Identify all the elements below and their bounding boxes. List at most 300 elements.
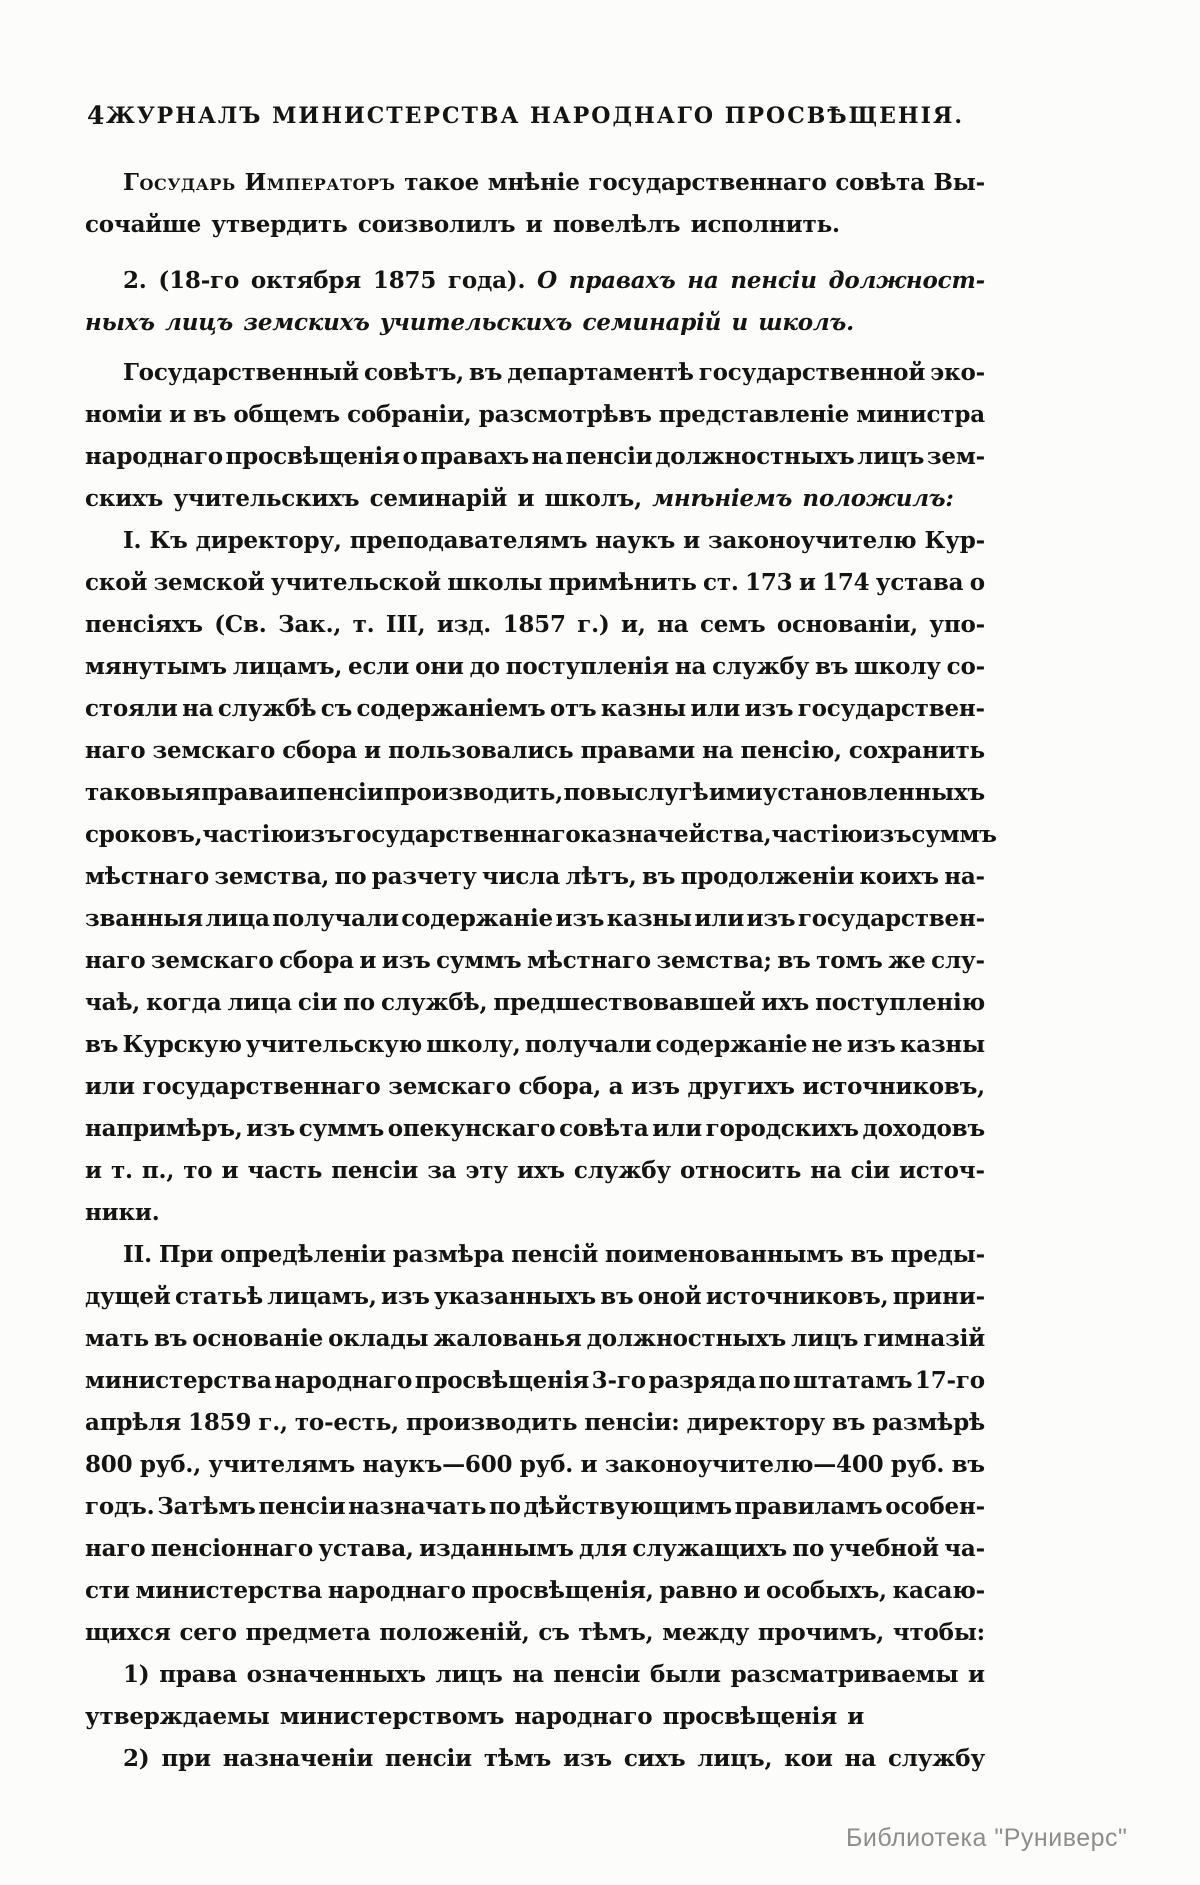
text-line	[85, 940, 985, 982]
word: департаментѣ	[507, 359, 694, 386]
word: производить	[405, 1409, 578, 1436]
word: народнаго	[85, 443, 223, 470]
word: ской	[85, 569, 148, 596]
word: семъ	[699, 611, 766, 638]
word: по	[792, 1535, 825, 1562]
word: разсмотрѣвъ	[478, 401, 652, 428]
word: государственнаго	[588, 169, 827, 196]
word: оной	[637, 1283, 702, 1310]
word: получали	[272, 905, 399, 932]
word: установленныхъ	[762, 779, 985, 806]
word: казначейства,	[580, 821, 772, 848]
word: годъ.	[85, 1493, 155, 1520]
word: статьѣ	[174, 1283, 263, 1310]
word: штатамъ	[793, 1367, 913, 1394]
word: и	[85, 1157, 102, 1184]
word: руб.,	[139, 1451, 202, 1478]
text-line	[85, 1738, 985, 1780]
text-line	[85, 1066, 985, 1108]
word: дущей	[85, 1283, 171, 1310]
text-line	[85, 204, 985, 246]
word: пенсіи:	[584, 1409, 680, 1436]
word: министерства	[85, 1367, 272, 1394]
word: въ	[951, 1451, 985, 1478]
word: устава,	[318, 1535, 414, 1562]
word: прочимъ,	[757, 1619, 885, 1646]
word: директору,	[195, 527, 342, 554]
word: пенсіи	[565, 443, 653, 470]
word: коихъ	[859, 863, 939, 890]
word: на	[657, 611, 689, 638]
word: законоучителю—400	[604, 1451, 884, 1478]
word: ихъ	[516, 1157, 565, 1184]
word: т.	[352, 611, 375, 638]
item-2	[85, 1738, 985, 1780]
word: пенсіоннаго	[150, 1535, 313, 1562]
text-segment: ныхъ лицъ земскихъ учительскихъ семинарій и школъ.	[85, 309, 854, 336]
word: изъ	[246, 1115, 296, 1142]
word: сбора	[282, 737, 357, 764]
word: 173	[745, 569, 793, 596]
word: чаѣ,	[85, 989, 141, 1016]
word: пенсіи	[553, 1661, 641, 1688]
word: 1857	[502, 611, 566, 638]
word: пенсіяхъ	[85, 611, 203, 638]
word: или	[694, 905, 745, 932]
word: земскаго	[152, 737, 276, 764]
word: сбора,	[518, 1073, 602, 1100]
word: О	[537, 267, 557, 294]
word: на-	[944, 863, 985, 890]
word: на	[674, 653, 707, 680]
word: а	[608, 1073, 624, 1100]
word: суммъ	[911, 821, 997, 848]
word: 1859	[188, 1409, 252, 1436]
word: пенсіи	[258, 1493, 346, 1520]
word: изъ	[563, 1745, 612, 1772]
word: должностныхъ	[586, 1325, 787, 1352]
word: устава	[875, 569, 964, 596]
item-1	[85, 1654, 985, 1738]
word: съ	[320, 695, 353, 722]
word: получали	[524, 1031, 652, 1058]
text-line	[85, 982, 985, 1024]
word: таковыя	[85, 779, 201, 806]
word: правахъ	[420, 443, 529, 470]
word: Императоръ	[244, 169, 396, 196]
word: т.	[110, 1157, 133, 1184]
text-line	[85, 436, 985, 478]
word: Курскую	[122, 1031, 242, 1058]
word: разряда	[648, 1367, 757, 1394]
word: изд.	[436, 611, 492, 638]
word: гимназій	[863, 1325, 985, 1352]
word: права	[201, 779, 279, 806]
word: и	[279, 779, 297, 806]
word: сихъ	[623, 1745, 686, 1772]
word: мать	[85, 1325, 149, 1352]
word: зем-	[926, 443, 985, 470]
word: законоучителю	[708, 527, 917, 554]
word: томъ	[816, 947, 883, 974]
word: изъ	[380, 1283, 430, 1310]
word: ст.	[703, 569, 739, 596]
word: пенсіи	[730, 267, 817, 294]
imperial-confirmation	[85, 162, 985, 246]
word: частію	[202, 821, 294, 848]
word: 17-го	[914, 1367, 985, 1394]
word: государственнаго	[142, 1073, 381, 1100]
word: должностныхъ	[655, 443, 855, 470]
page-number: 4	[87, 101, 105, 130]
word: учительской	[270, 569, 441, 596]
word: для	[579, 1535, 627, 1562]
word: пенсіи	[385, 1745, 472, 1772]
word: изъ	[746, 905, 796, 932]
word: за	[427, 1157, 457, 1184]
word: опредѣленіи	[220, 1241, 386, 1268]
word: указанныхъ	[434, 1283, 596, 1310]
word: щихся	[85, 1619, 171, 1646]
word: должност-	[828, 267, 985, 294]
word: лица	[205, 905, 270, 932]
word: руб.	[519, 1451, 574, 1478]
page-header	[85, 100, 985, 132]
word: и	[580, 1451, 598, 1478]
word: напримѣръ,	[85, 1115, 243, 1142]
word: руб.	[890, 1451, 945, 1478]
text-segment: мнѣніемъ положилъ:	[652, 485, 954, 512]
word: лицъ	[791, 1325, 859, 1352]
word: суммъ	[436, 947, 522, 974]
word: по	[343, 989, 375, 1016]
word: съ	[538, 1619, 570, 1646]
word: источниковъ,	[705, 1283, 889, 1310]
word: сроковъ,	[85, 821, 203, 848]
word: частію	[771, 821, 863, 848]
word: источниковъ,	[802, 1073, 985, 1100]
text-line	[85, 520, 985, 562]
word: земскаго	[150, 947, 274, 974]
word: званныя	[85, 905, 203, 932]
word: сего	[179, 1619, 237, 1646]
word: преподавателямъ	[349, 527, 588, 554]
text-line	[85, 1024, 985, 1066]
word: народнаго	[327, 1577, 466, 1604]
word: содержаніе	[655, 1031, 808, 1058]
word: то	[183, 1157, 213, 1184]
word: или	[652, 1115, 702, 1142]
word: министра	[856, 401, 985, 428]
word: то-есть,	[294, 1409, 399, 1436]
word: лицамъ,	[267, 1283, 377, 1310]
text-line	[85, 814, 997, 856]
word: опекунскаго	[387, 1115, 556, 1142]
journal-title: ЖУРНАЛЪ МИНИСТЕРСТВА НАРОДНАГО ПРОСВѢЩЕНІЯ.	[105, 103, 965, 129]
word: когда	[146, 989, 222, 1016]
word: школу	[854, 653, 941, 680]
word: тѣмъ	[483, 1745, 552, 1772]
word: часть	[247, 1157, 323, 1184]
word: школы	[447, 569, 543, 596]
word: касаю-	[892, 1577, 985, 1604]
word: производить,	[383, 779, 564, 806]
word: суммъ	[298, 1115, 385, 1142]
word: учительскую	[245, 1031, 422, 1058]
text-line	[85, 1234, 985, 1276]
word: г.,	[258, 1409, 288, 1436]
word: другихъ	[687, 1073, 795, 1100]
word: 2.	[123, 267, 147, 294]
word: служащихъ	[632, 1535, 787, 1562]
word: права	[159, 1661, 237, 1688]
text-line	[85, 1192, 985, 1234]
word: просвѣщенія	[414, 1367, 590, 1394]
word: службу	[573, 1157, 671, 1184]
word: примѣнить	[548, 569, 697, 596]
word: школу,	[426, 1031, 521, 1058]
word: представленіе	[658, 401, 850, 428]
word: сіи	[297, 989, 338, 1016]
word: о	[969, 569, 985, 596]
word: земства;	[656, 947, 772, 974]
word: между	[662, 1619, 750, 1646]
council-preamble	[85, 352, 985, 520]
word: лицъ	[435, 1661, 503, 1688]
text-line	[85, 1528, 985, 1570]
word: государственной	[698, 359, 926, 386]
word: пенсію,	[740, 737, 842, 764]
word: изъ	[555, 905, 605, 932]
word: апрѣля	[85, 1409, 181, 1436]
word: въ	[469, 359, 503, 386]
text-line	[85, 688, 985, 730]
word: министерства	[135, 1577, 323, 1604]
word: учебной	[829, 1535, 939, 1562]
text-segment: утверждаемы министерствомъ народнаго просвѣщенія и	[85, 1703, 865, 1730]
word: по	[758, 1367, 791, 1394]
word: чтобы:	[892, 1619, 985, 1646]
word: содержаніе	[401, 905, 553, 932]
word: на	[531, 443, 563, 470]
text-line	[85, 394, 985, 436]
word: такое	[404, 169, 480, 196]
text-line	[85, 162, 985, 204]
word: разсматриваемы	[730, 1661, 959, 1688]
word: государственнаго	[342, 821, 581, 848]
word: 800	[85, 1451, 133, 1478]
word: на	[687, 267, 719, 294]
text-line	[85, 604, 985, 646]
word: службѣ,	[381, 989, 488, 1016]
word: пенсіи	[296, 779, 384, 806]
word: основаніе	[192, 1325, 324, 1352]
word: о	[402, 443, 418, 470]
word: поступленію	[815, 989, 985, 1016]
word: ими	[708, 779, 763, 806]
word: просвѣщенія	[225, 443, 400, 470]
word: II.	[123, 1241, 152, 1268]
word: эту	[465, 1157, 508, 1184]
text-line	[85, 898, 985, 940]
word: если	[348, 653, 410, 680]
word: совѣта	[835, 169, 925, 196]
word: службу	[712, 653, 810, 680]
word: года).	[447, 267, 526, 294]
word: прини-	[892, 1283, 985, 1310]
word: лицъ	[857, 443, 925, 470]
word: со-	[946, 653, 985, 680]
text-line	[85, 1318, 985, 1360]
word: въ	[832, 1409, 866, 1436]
word: Вы-	[933, 169, 985, 196]
word: доходовъ	[862, 1115, 985, 1142]
text-line	[85, 1570, 985, 1612]
word: поступленія	[505, 653, 669, 680]
text-line	[85, 1150, 985, 1192]
word: равно	[659, 1577, 738, 1604]
word: по	[334, 863, 367, 890]
word: и	[169, 401, 186, 428]
word: при	[161, 1745, 211, 1772]
word: Зак.,	[278, 611, 342, 638]
word: казны	[600, 695, 686, 722]
word: правахъ	[568, 267, 676, 294]
word: въ	[600, 1283, 634, 1310]
word: мянутымъ	[85, 653, 227, 680]
word: упо-	[929, 611, 985, 638]
text-line	[85, 260, 985, 302]
text-column	[85, 100, 997, 1780]
word: изъ	[293, 821, 343, 848]
word: эко-	[930, 359, 985, 386]
word: лицамъ,	[232, 653, 343, 680]
word: сіи	[850, 1157, 890, 1184]
word: выслугѣ	[595, 779, 709, 806]
word: содержаніемъ	[356, 695, 546, 722]
text-line	[85, 478, 985, 520]
word: и	[743, 1577, 761, 1604]
text-line	[85, 1696, 985, 1738]
word: лица	[227, 989, 292, 1016]
text-line	[85, 562, 985, 604]
word: 2)	[123, 1745, 150, 1772]
word: и	[364, 737, 381, 764]
word: жалованья	[433, 1325, 582, 1352]
word: продолженіи	[680, 863, 855, 890]
word: размѣрѣ	[872, 1409, 985, 1436]
word: отъ	[549, 695, 597, 722]
word: пенсій	[511, 1241, 599, 1268]
word: 3-го	[591, 1367, 646, 1394]
word: они	[415, 653, 464, 680]
word: въ	[85, 1031, 119, 1058]
word: были	[650, 1661, 721, 1688]
word: сохранить	[848, 737, 985, 764]
word: кои	[784, 1745, 833, 1772]
word: въ	[642, 863, 676, 890]
word: наго	[85, 737, 146, 764]
text-line	[85, 856, 985, 898]
word: собраніи,	[347, 401, 472, 428]
word: изъ	[862, 821, 912, 848]
word: въ	[815, 653, 849, 680]
word: же	[888, 947, 926, 974]
word: службу	[887, 1745, 985, 1772]
word: Затѣмъ	[157, 1493, 256, 1520]
word: источ-	[898, 1157, 985, 1184]
word: на	[810, 1157, 842, 1184]
word: наго	[85, 1535, 146, 1562]
word: пользовались	[388, 737, 574, 764]
word: въ	[193, 401, 227, 428]
word: стояли	[85, 695, 178, 722]
text-line	[85, 1360, 985, 1402]
word: поименованнымъ	[605, 1241, 844, 1268]
word: на	[702, 737, 734, 764]
word: до	[469, 653, 500, 680]
word: по	[563, 779, 596, 806]
word: изъ	[381, 947, 431, 974]
word: въ	[850, 1241, 884, 1268]
article-1	[85, 520, 997, 1234]
word: ча-	[944, 1535, 985, 1562]
word: I.	[123, 527, 142, 554]
word: на	[512, 1661, 544, 1688]
text-segment: скихъ учительскихъ семинарій и школъ,	[85, 485, 653, 512]
word: въ	[777, 947, 811, 974]
word: октября	[250, 267, 362, 294]
text-line	[85, 352, 985, 394]
text-line	[85, 730, 985, 772]
word: назначеніи	[222, 1745, 374, 1772]
text-body	[85, 162, 997, 1780]
word: въ	[153, 1325, 188, 1352]
word: (18-го	[158, 267, 240, 294]
word: государствен-	[797, 905, 985, 932]
word: и,	[621, 611, 646, 638]
text-segment: сочайше утвердить соизволилъ и повелѣлъ исполнить.	[85, 211, 840, 238]
word: мѣстнаго	[526, 947, 651, 974]
section-heading	[85, 260, 985, 344]
word: директору	[686, 1409, 825, 1436]
word: земскаго	[388, 1073, 511, 1100]
word: 174	[822, 569, 870, 596]
word: городскихъ	[705, 1115, 859, 1142]
text-line	[85, 302, 985, 344]
word: разчету	[371, 863, 477, 890]
word: г.)	[577, 611, 610, 638]
word: (Св.	[214, 611, 267, 638]
word: Государь	[123, 169, 236, 196]
article-2	[85, 1234, 985, 1654]
word: земства,	[214, 863, 330, 890]
word: и	[359, 947, 377, 974]
word: лицъ,	[697, 1745, 773, 1772]
word: общемъ	[233, 401, 340, 428]
word: тѣмъ,	[578, 1619, 654, 1646]
word: 1875	[372, 267, 437, 294]
word: сбора	[279, 947, 354, 974]
word: пенсіи	[331, 1157, 419, 1184]
word: наукъ	[595, 527, 676, 554]
word: дѣйствующимъ	[523, 1493, 732, 1520]
word: означенныхъ	[246, 1661, 426, 1688]
word: Кур-	[924, 527, 985, 554]
text-line	[85, 1612, 985, 1654]
word: изъ	[744, 695, 794, 722]
word: относить	[680, 1157, 802, 1184]
